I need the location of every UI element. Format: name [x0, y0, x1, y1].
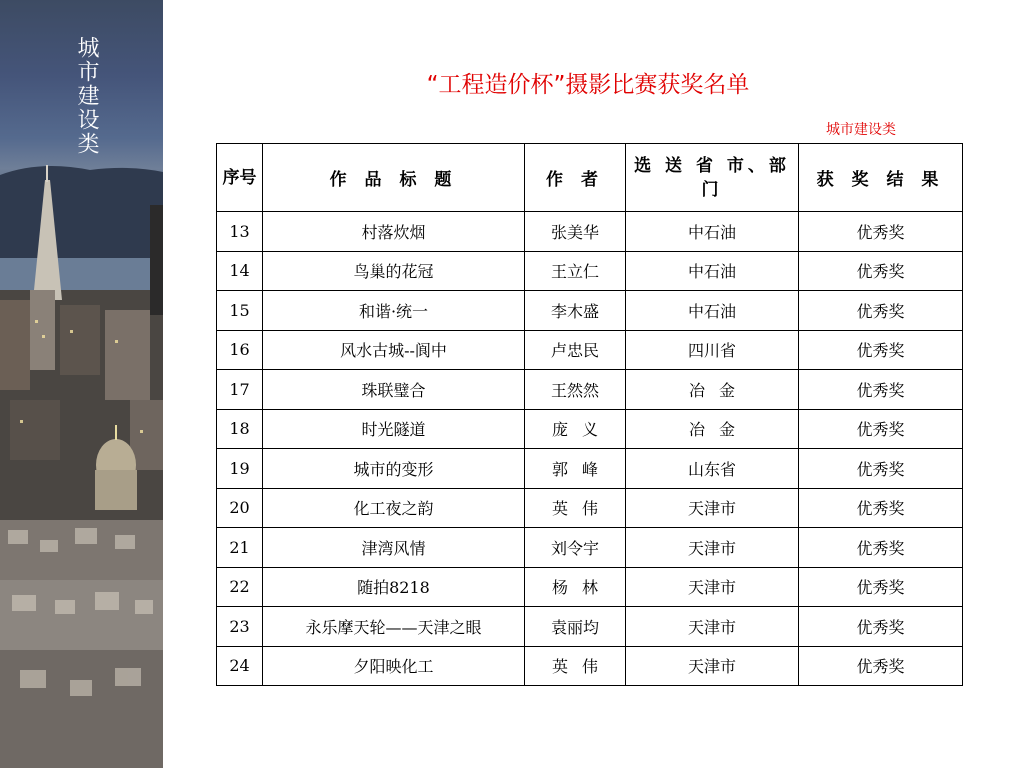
cell-author: 卢忠民	[525, 330, 626, 370]
header-index: 序号	[217, 144, 263, 212]
table-row	[217, 488, 963, 528]
table-body	[217, 212, 963, 686]
cell-index: 13	[217, 212, 263, 252]
cell-index: 20	[217, 488, 263, 528]
cell-author: 袁丽均	[525, 607, 626, 647]
cell-work-title: 城市的变形	[263, 449, 525, 489]
cell-index: 18	[217, 409, 263, 449]
table-row	[217, 646, 963, 686]
table-row	[217, 212, 963, 252]
table-row	[217, 251, 963, 291]
cell-index: 23	[217, 607, 263, 647]
cell-index: 14	[217, 251, 263, 291]
cell-author: 王立仁	[525, 251, 626, 291]
cell-work-title: 珠联璧合	[263, 370, 525, 410]
category-label: 城市建设类	[826, 122, 896, 138]
table-row	[217, 370, 963, 410]
cell-author: 庞义	[525, 409, 626, 449]
cell-dept: 天津市	[626, 528, 799, 568]
table-row	[217, 330, 963, 370]
cell-author: 英伟	[525, 646, 626, 686]
cell-work-title: 村落炊烟	[263, 212, 525, 252]
cell-author: 杨林	[525, 567, 626, 607]
cell-result: 优秀奖	[799, 449, 963, 489]
awards-table	[216, 143, 963, 686]
cell-author: 刘令宇	[525, 528, 626, 568]
cell-result: 优秀奖	[799, 607, 963, 647]
cell-work-title: 和谐·统一	[263, 291, 525, 331]
cell-result: 优秀奖	[799, 646, 963, 686]
header-author: 作 者	[525, 144, 626, 212]
cell-dept: 中石油	[626, 212, 799, 252]
cell-index: 17	[217, 370, 263, 410]
cell-work-title: 化工夜之韵	[263, 488, 525, 528]
cell-index: 24	[217, 646, 263, 686]
table-row	[217, 291, 963, 331]
cell-dept: 四川省	[626, 330, 799, 370]
cell-result: 优秀奖	[799, 409, 963, 449]
cell-author: 郭峰	[525, 449, 626, 489]
cell-work-title: 津湾风情	[263, 528, 525, 568]
cell-result: 优秀奖	[799, 370, 963, 410]
cell-work-title: 永乐摩天轮——天津之眼	[263, 607, 525, 647]
cell-index: 19	[217, 449, 263, 489]
cell-dept: 中石油	[626, 291, 799, 331]
cell-dept: 中石油	[626, 251, 799, 291]
cell-index: 21	[217, 528, 263, 568]
table-row	[217, 607, 963, 647]
cell-result: 优秀奖	[799, 212, 963, 252]
sidebar-vertical-title: 城市建设类	[74, 36, 99, 156]
cell-work-title: 随拍8218	[263, 567, 525, 607]
cell-index: 15	[217, 291, 263, 331]
cell-work-title: 风水古城--阆中	[263, 330, 525, 370]
cell-dept: 山东省	[626, 449, 799, 489]
cell-result: 优秀奖	[799, 567, 963, 607]
cell-dept: 天津市	[626, 488, 799, 528]
city-photo-panel	[0, 0, 163, 768]
cell-dept: 天津市	[626, 646, 799, 686]
cell-dept: 冶金	[626, 409, 799, 449]
cell-result: 优秀奖	[799, 528, 963, 568]
table-header-row	[217, 144, 963, 212]
cell-result: 优秀奖	[799, 251, 963, 291]
cell-author: 英伟	[525, 488, 626, 528]
cell-work-title: 时光隧道	[263, 409, 525, 449]
cell-index: 22	[217, 567, 263, 607]
cell-index: 16	[217, 330, 263, 370]
cell-author: 李木盛	[525, 291, 626, 331]
cell-dept: 天津市	[626, 607, 799, 647]
table-row	[217, 449, 963, 489]
cell-result: 优秀奖	[799, 488, 963, 528]
cell-author: 王然然	[525, 370, 626, 410]
cell-result: 优秀奖	[799, 291, 963, 331]
cell-author: 张美华	[525, 212, 626, 252]
table-row	[217, 567, 963, 607]
cell-dept: 天津市	[626, 567, 799, 607]
cell-result: 优秀奖	[799, 330, 963, 370]
table-row	[217, 409, 963, 449]
table-row	[217, 528, 963, 568]
header-dept: 选 送 省 市、部 门	[626, 144, 799, 212]
cell-dept: 冶金	[626, 370, 799, 410]
header-result: 获 奖 结 果	[799, 144, 963, 212]
header-work-title: 作 品 标 题	[263, 144, 525, 212]
cell-work-title: 夕阳映化工	[263, 646, 525, 686]
page-title: “工程造价杯”摄影比赛获奖名单	[426, 72, 750, 98]
cell-work-title: 鸟巢的花冠	[263, 251, 525, 291]
